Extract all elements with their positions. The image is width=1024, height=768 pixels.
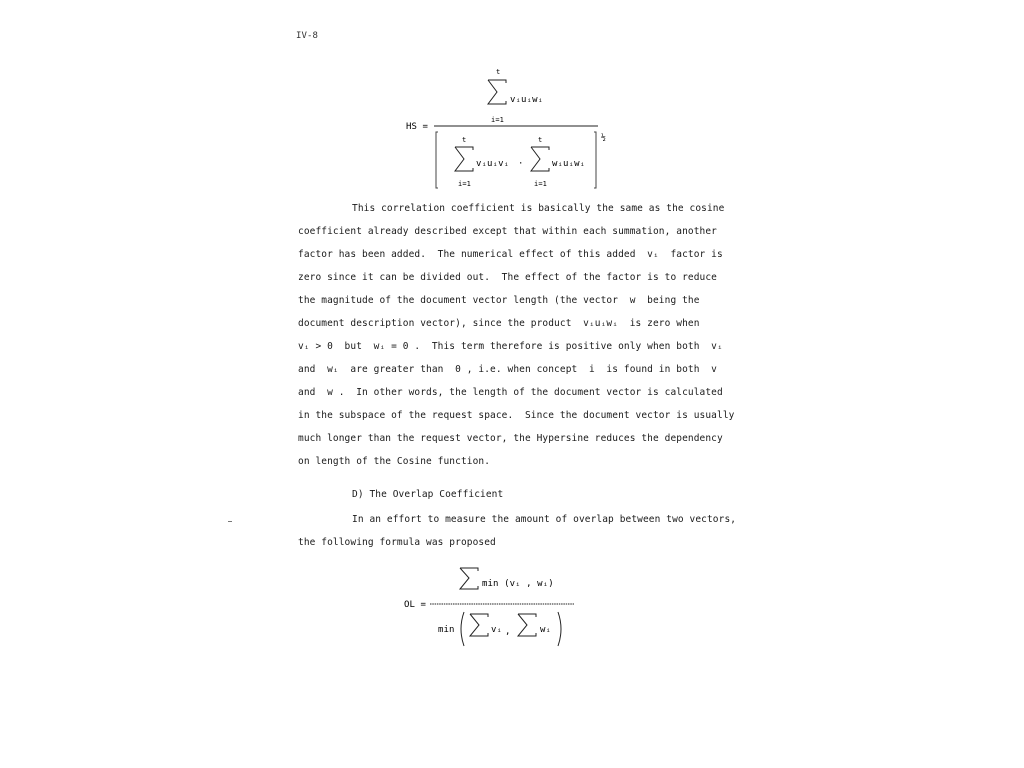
text-line: on length of the Cosine function. — [298, 456, 491, 467]
text-line: coefficient already described except that within each summation, another — [298, 226, 718, 237]
denominator-sum-a-lower: i=1 — [458, 180, 471, 188]
ol-numerator: min (vᵢ , wᵢ) — [482, 579, 554, 589]
numerator-sum-lower: i=1 — [491, 116, 504, 124]
ol-right-paren — [558, 612, 561, 646]
ol-denominator-prefix: min — [438, 625, 455, 635]
ol-left-paren — [461, 612, 464, 646]
text-line: document description vector), since the product vᵢuᵢwᵢ is zero when — [298, 318, 700, 329]
denominator-sum-b-lower: i=1 — [534, 180, 547, 188]
page-number: IV-8 — [296, 31, 319, 41]
overlap-formula — [400, 562, 590, 652]
text-line: vᵢ > 0 but wᵢ = 0 . This term therefore is positive only when both vᵢ — [298, 341, 723, 352]
hypersine-formula — [400, 62, 620, 192]
numerator-sum-upper: t — [496, 68, 501, 76]
denominator-sum-b-sign — [531, 147, 549, 171]
denominator-term-b: wᵢuᵢwᵢ — [552, 159, 586, 169]
scan-artifact — [228, 521, 232, 525]
denominator-sum-b-upper: t — [538, 136, 543, 144]
ol-denominator-sum-b-sign — [518, 614, 536, 636]
hs-left-bracket — [436, 132, 438, 188]
denominator-separator: · — [518, 159, 524, 169]
ol-numerator-sum-sign — [460, 568, 478, 589]
text-line: factor has been added. The numerical effect of this added vᵢ factor is — [298, 249, 723, 260]
hs-exponent: ½ — [601, 133, 606, 142]
hs-lhs: HS = — [406, 122, 429, 132]
numerator-term: vᵢuᵢwᵢ — [510, 95, 544, 105]
ol-lhs: OL = — [404, 600, 427, 610]
hs-right-bracket — [594, 132, 596, 188]
denominator-sum-a-upper: t — [462, 136, 467, 144]
ol-denominator-separator: , — [505, 627, 511, 637]
ol-denominator-term-b: wᵢ — [540, 625, 552, 635]
text-line: and w . In other words, the length of the document vector is calculated — [298, 387, 723, 398]
ol-denominator-sum-a-sign — [470, 614, 488, 636]
text-line: In an effort to measure the amount of overlap between two vectors, — [352, 514, 737, 525]
hypersine-formula-svg — [400, 62, 620, 192]
ol-denominator-term-a: vᵢ — [491, 625, 503, 635]
text-line: zero since it can be divided out. The effect of the factor is to reduce — [298, 272, 718, 283]
text-line: the magnitude of the document vector length (the vector w being the — [298, 295, 700, 306]
overlap-formula-svg — [400, 562, 590, 652]
text-line: This correlation coefficient is basically the same as the cosine — [352, 203, 725, 214]
denominator-sum-a-sign — [455, 147, 473, 171]
denominator-term-a: vᵢuᵢvᵢ — [476, 159, 510, 169]
section-heading-overlap: D) The Overlap Coefficient — [352, 489, 504, 500]
text-line: much longer than the request vector, the Hypersine reduces the dependency — [298, 433, 723, 444]
text-line: the following formula was proposed — [298, 537, 496, 548]
text-line: and wᵢ are greater than 0 , i.e. when concept i is found in both v — [298, 364, 718, 375]
numerator-sum-sign — [488, 80, 506, 104]
text-line: in the subspace of the request space. Since the document vector is usually — [298, 410, 735, 421]
